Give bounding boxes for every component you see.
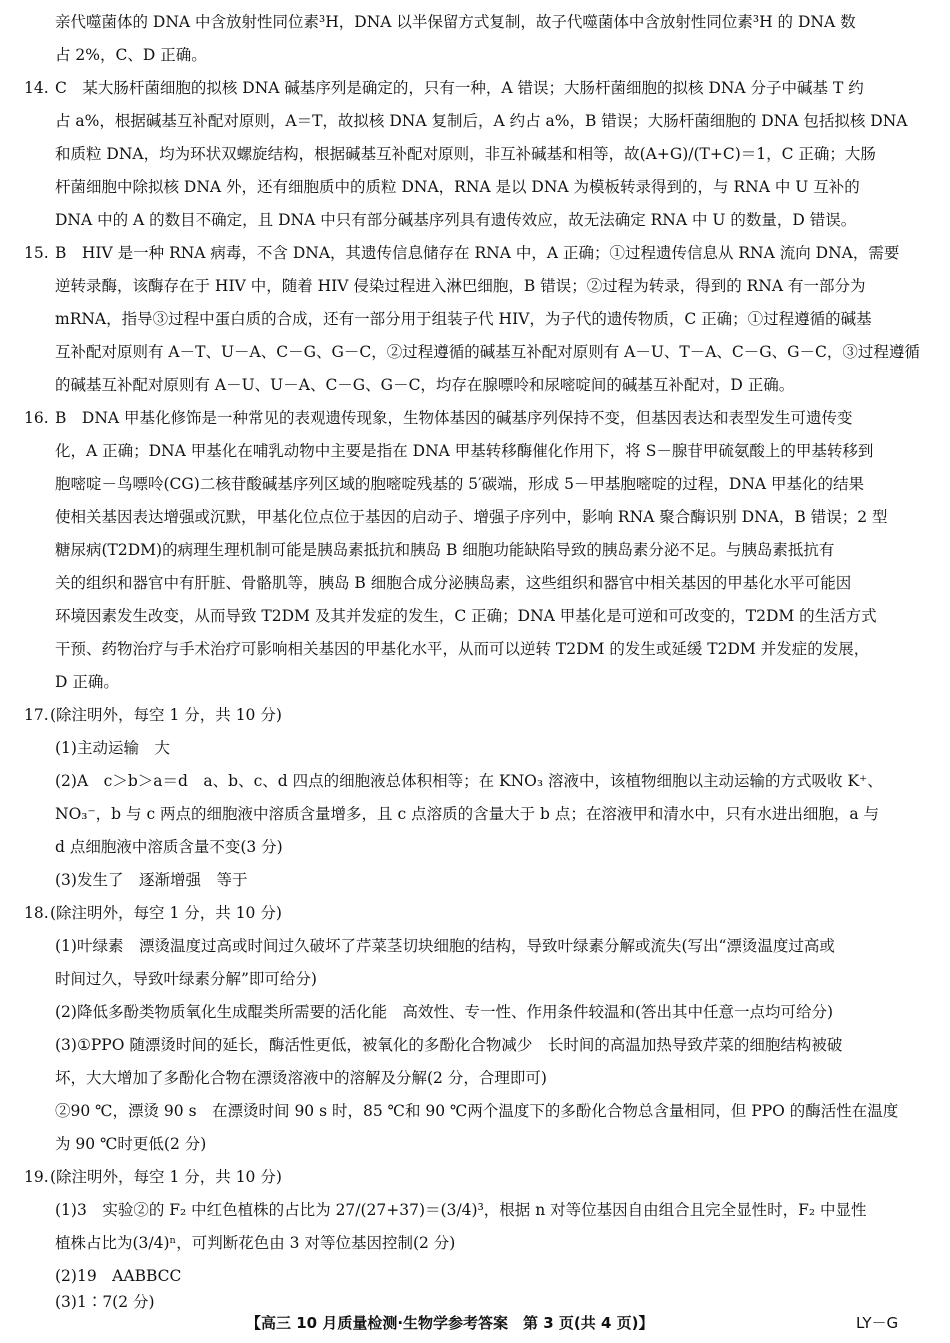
q16-line-6: 关的组织和器官中有肝脏、骨骼肌等，胰岛 B 细胞合成分泌胰岛素，这些组织和器官中相关基因的甲基化水平可能因 [55,574,852,592]
q14-line-3: 和质粒 DNA，均为环状双螺旋结构，根据碱基互补配对原则，非互补碱基和相等，故(A+G)/(T+C)＝1，C 正确；大肠 [55,145,876,163]
q19-number: 19. [24,1168,49,1186]
q15-number: 15. [24,244,49,262]
q14-number: 14. [24,79,49,97]
q13-line-1: 亲代噬菌体的 DNA 中含放射性同位素³H，DNA 以半保留方式复制，故子代噬菌体中含放射性同位素³H 的 DNA 数 [55,13,856,31]
q16-line-8: 干预、药物治疗与手术治疗可影响相关基因的甲基化水平，从而可以逆转 T2DM 的发生或延缓 T2DM 并发症的发展， [55,640,870,658]
q15-line-4: 互补配对原则有 A－T、U－A、C－G、G－C，②过程遵循的碱基互补配对原则有 A－U、T－A、C－G、G－C，③过程遵循 [55,343,920,361]
footer-title: 【高三 10 月质量检测·生物学参考答案 第 3 页(共 4 页)】 [246,1314,654,1332]
q13-line-2: 占 2%，C、D 正确。 [55,46,207,64]
q14-line-4: 杆菌细胞中除拟核 DNA 外，还有细胞质中的质粒 DNA，RNA 是以 DNA 为模板转录得到的，与 RNA 中 U 互补的 [55,178,860,196]
q18-answer-1-line-1: (1)叶绿素 漂烫温度过高或时间过久破坏了芹菜茎切块细胞的结构，导致叶绿素分解或流失(写出“漂烫温度过高或 [55,937,835,955]
q14-line-1: C 某大肠杆菌细胞的拟核 DNA 碱基序列是确定的，只有一种，A 错误；大肠杆菌细胞的拟核 DNA 分子中碱基 T 约 [55,79,864,97]
q17-answer-2-line-3: d 点细胞液中溶质含量不变(3 分) [55,838,283,856]
q15-line-1: B HIV 是一种 RNA 病毒，不含 DNA，其遗传信息储存在 RNA 中，A 正确；①过程遗传信息从 RNA 流向 DNA，需要 [55,244,900,262]
q15-line-3: mRNA，指导③过程中蛋白质的合成，还有一部分用于组装子代 HIV，为子代的遗传物质，C 正确；①过程遵循的碱基 [55,310,872,328]
q18-answer-3-line-2: 坏，大大增加了多酚化合物在漂烫溶液中的溶解及分解(2 分，合理即可) [55,1069,547,1087]
q18-header: (除注明外，每空 1 分，共 10 分) [50,904,282,922]
q16-line-3: 胞嘧啶－鸟嘌呤(CG)二核苷酸碱基序列区域的胞嘧啶残基的 5′碳端，形成 5－甲基胞嘧啶的过程，DNA 甲基化的结果 [55,475,865,493]
q17-header: (除注明外，每空 1 分，共 10 分) [50,706,282,724]
q18-number: 18. [24,904,49,922]
q16-line-2: 化，A 正确；DNA 甲基化在哺乳动物中主要是指在 DNA 甲基转移酶催化作用下，将 S－腺苷甲硫氨酸上的甲基转移到 [55,442,874,460]
q17-number: 17. [24,706,49,724]
q15-line-2: 逆转录酶，该酶存在于 HIV 中，随着 HIV 侵染过程进入淋巴细胞，B 错误；②过程为转录，得到的 RNA 有一部分为 [55,277,866,295]
q17-answer-1: (1)主动运输 大 [55,739,170,757]
q18-answer-3-line-3: ②90 ℃，漂烫 90 s 在漂烫时间 90 s 时，85 ℃和 90 ℃两个温度下的多酚化合物总含量相同，但 PPO 的酶活性在温度 [55,1102,899,1120]
q16-line-5: 糖尿病(T2DM)的病理生理机制可能是胰岛素抵抗和胰岛 B 细胞功能缺陷导致的胰岛素分泌不足。与胰岛素抵抗有 [55,541,835,559]
q18-answer-3-line-1: (3)①PPO 随漂烫时间的延长，酶活性更低，被氧化的多酚化合物减少 长时间的高温加热导致芹菜的细胞结构被破 [55,1036,843,1054]
q16-number: 16. [24,409,49,427]
q16-line-7: 环境因素发生改变，从而导致 T2DM 及其并发症的发生，C 正确；DNA 甲基化是可逆和可改变的，T2DM 的生活方式 [55,607,877,625]
q18-answer-2: (2)降低多酚类物质氧化生成醌类所需要的活化能 高效性、专一性、作用条件较温和(答出其中任意一点均可给分) [55,1003,834,1021]
footer-code: LY－G [856,1314,899,1332]
page-footer [0,1312,950,1334]
q14-line-2: 占 a%，根据碱基互补配对原则，A＝T，故拟核 DNA 复制后，A 约占 a%，B 错误；大肠杆菌细胞的 DNA 包括拟核 DNA [55,112,908,130]
q16-line-4: 使相关基因表达增强或沉默，甲基化位点位于基因的启动子、增强子序列中，影响 RNA 聚合酶识别 DNA，B 错误；2 型 [55,508,888,526]
q19-answer-1-line-2: 植株占比为(3/4)ⁿ，可判断花色由 3 对等位基因控制(2 分) [55,1234,456,1252]
q14-line-5: DNA 中的 A 的数目不确定，且 DNA 中只有部分碱基序列具有遗传效应，故无法确定 RNA 中 U 的数量，D 错误。 [55,211,857,229]
q18-answer-3-line-4: 为 90 ℃时更低(2 分) [55,1135,207,1153]
q16-line-9: D 正确。 [55,673,119,691]
q17-answer-2-line-2: NO₃⁻，b 与 c 两点的细胞液中溶质含量增多，且 c 点溶质的含量大于 b 点；在溶液甲和清水中，只有水进出细胞，a 与 [55,805,880,823]
q18-answer-1-line-2: 时间过久，导致叶绿素分解”即可给分) [55,970,317,988]
q15-line-5: 的碱基互补配对原则有 A－U、U－A、C－G、G－C，均存在腺嘌呤和尿嘧啶间的碱基互补配对，D 正确。 [55,376,795,394]
q19-answer-3: (3)1∶7(2 分) [55,1293,155,1311]
q16-line-1: B DNA 甲基化修饰是一种常见的表观遗传现象，生物体基因的碱基序列保持不变，但基因表达和表型发生可遗传变 [55,409,853,427]
q17-answer-2-line-1: (2)A c＞b＞a＝d a、b、c、d 四点的细胞液总体积相等；在 KNO₃ 溶液中，该植物细胞以主动运输的方式吸收 K⁺、 [55,772,883,790]
q19-header: (除注明外，每空 1 分，共 10 分) [50,1168,282,1186]
q19-answer-1-line-1: (1)3 实验②的 F₂ 中红色植株的占比为 27/(27+37)＝(3/4)³，根据 n 对等位基因自由组合且完全显性时，F₂ 中显性 [55,1201,867,1219]
q19-answer-2: (2)19 AABBCC [55,1267,182,1285]
q17-answer-3: (3)发生了 逐渐增强 等于 [55,871,248,889]
